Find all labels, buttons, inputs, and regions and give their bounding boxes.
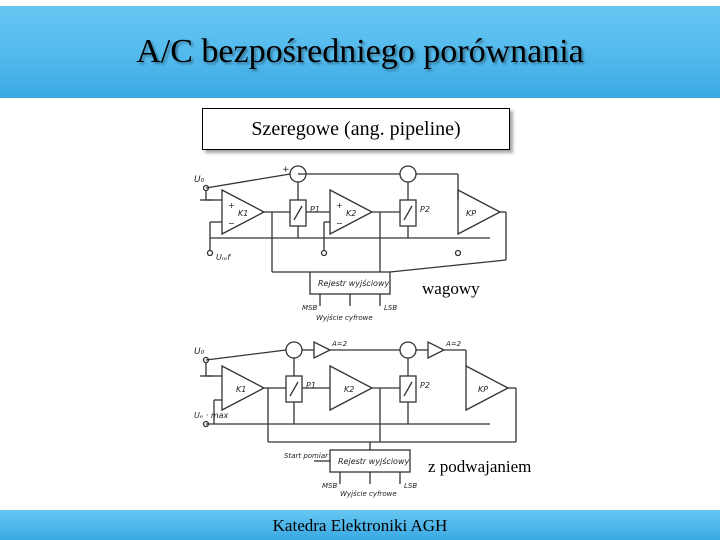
svg-text:U₀: U₀ <box>194 347 205 357</box>
svg-text:KP: KP <box>478 385 489 394</box>
svg-text:P2: P2 <box>420 205 430 214</box>
ref-terminal <box>208 251 213 256</box>
gain-amplifier-1 <box>314 342 330 358</box>
svg-text:+: + <box>282 165 290 175</box>
footer-text: Katedra Elektroniki AGH <box>272 516 448 535</box>
svg-text:P1: P1 <box>310 205 320 214</box>
ref-label: Uᵣₑf <box>216 253 231 262</box>
svg-text:A=2: A=2 <box>446 340 462 348</box>
svg-text:Wyjście cyfrowe: Wyjście cyfrowe <box>316 314 373 322</box>
svg-text:LSB: LSB <box>404 482 418 490</box>
svg-text:+: + <box>336 201 343 210</box>
svg-text:A=2: A=2 <box>332 340 348 348</box>
caption-doubling: z podwajaniem <box>428 457 532 476</box>
svg-text:K1: K1 <box>236 385 247 394</box>
pipeline-label-box: Szeregowe (ang. pipeline) <box>202 108 510 150</box>
svg-text:K2: K2 <box>346 209 357 218</box>
svg-text:Uₑ · max: Uₑ · max <box>194 411 229 420</box>
svg-text:P2: P2 <box>420 381 430 390</box>
page-title: A/C bezpośredniego porównania <box>136 33 584 70</box>
svg-text:Rejestr wyjściowy: Rejestr wyjściowy <box>338 457 410 466</box>
input-label: U₀ <box>194 175 205 185</box>
summing-node-2 <box>400 166 416 182</box>
svg-text:P1: P1 <box>306 381 316 390</box>
svg-text:LSB: LSB <box>384 304 398 312</box>
footer-bar <box>0 510 720 540</box>
gain-amplifier-2 <box>428 342 444 358</box>
svg-text:K2: K2 <box>344 385 355 394</box>
pipeline-weighted-schematic <box>190 160 520 325</box>
svg-text:MSB: MSB <box>322 482 338 490</box>
svg-text:Rejestr wyjściowy: Rejestr wyjściowy <box>318 279 390 288</box>
svg-text:Start pomiar: Start pomiar <box>284 452 328 460</box>
svg-text:−: − <box>228 219 235 228</box>
k1-label: K1 <box>238 209 249 218</box>
svg-text:+: + <box>228 201 235 210</box>
svg-text:Wyjście cyfrowe: Wyjście cyfrowe <box>340 490 397 498</box>
svg-text:MSB: MSB <box>302 304 318 312</box>
title-bar <box>0 6 720 98</box>
caption-weighted: wagowy <box>422 279 480 298</box>
svg-text:−: − <box>336 219 343 228</box>
svg-text:KP: KP <box>466 209 477 218</box>
comparator-kp <box>458 190 500 234</box>
